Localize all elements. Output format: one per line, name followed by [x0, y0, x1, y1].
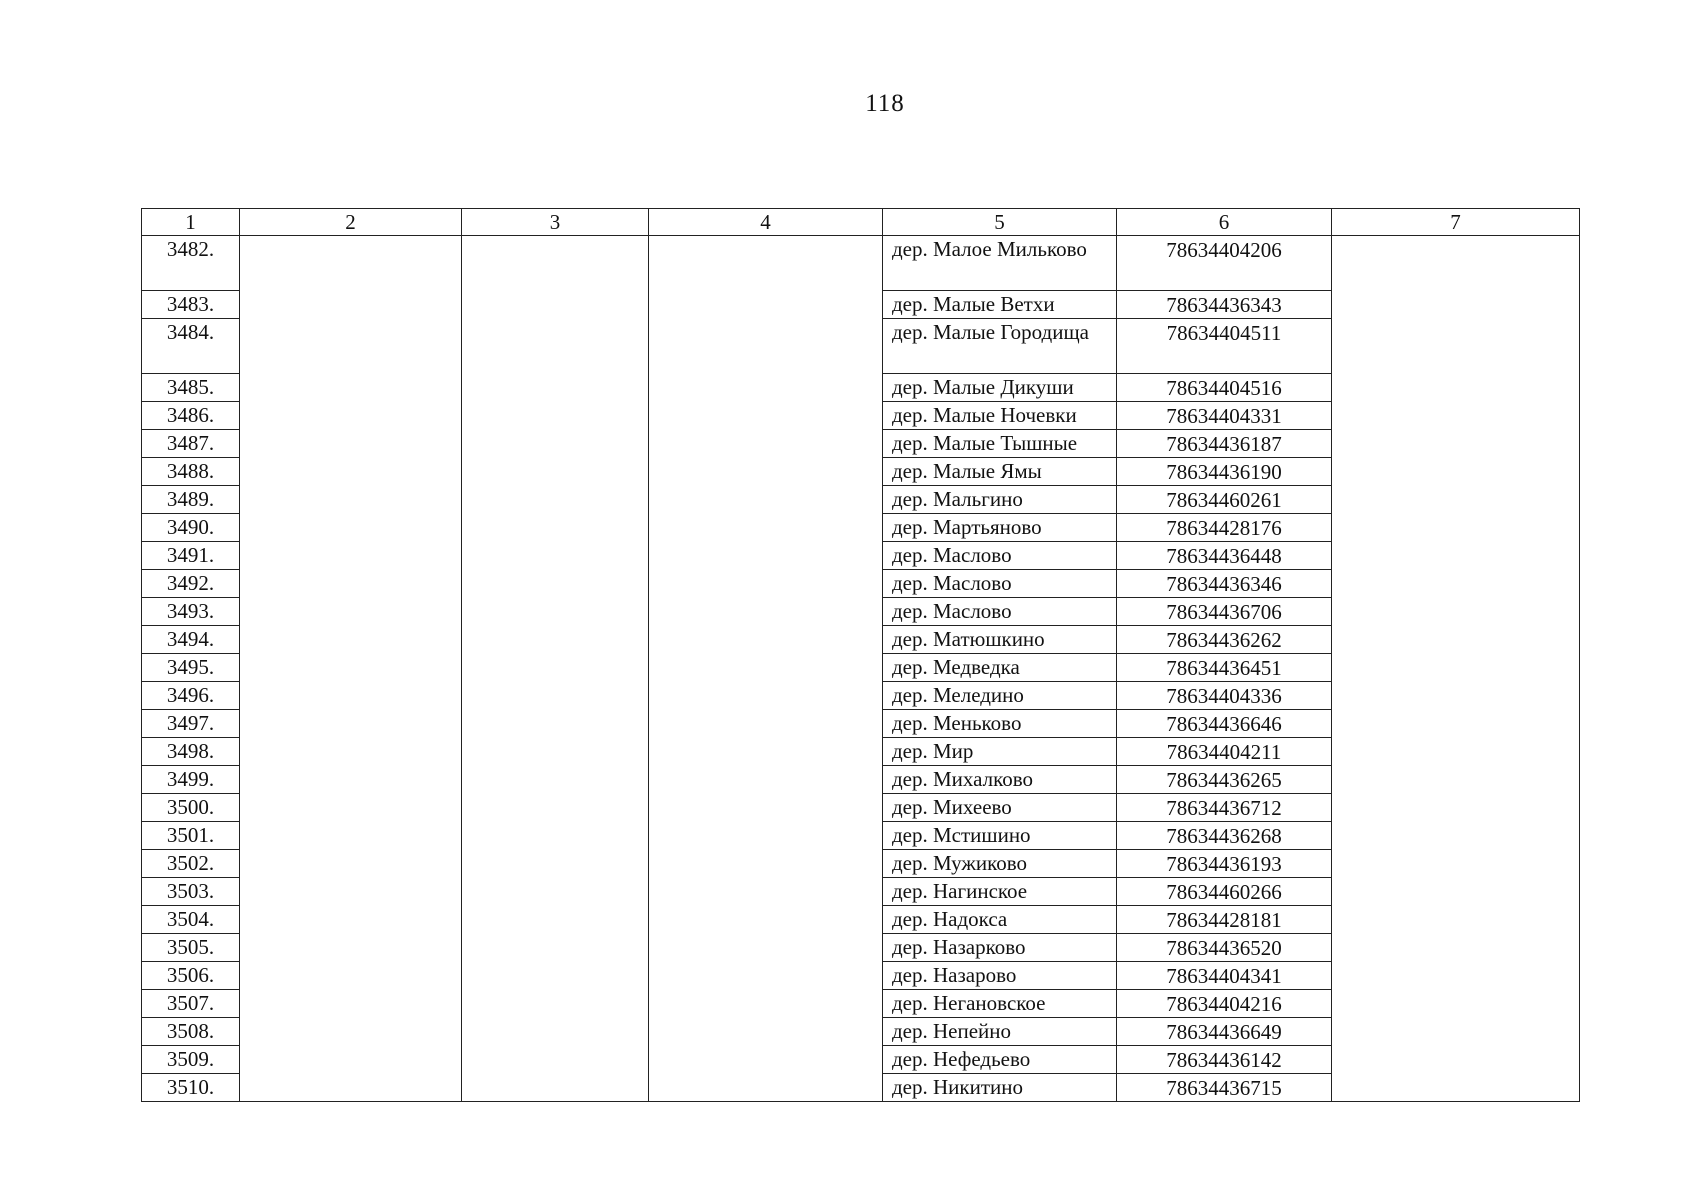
settlement-name-cell: дер. Малое Мильково	[883, 236, 1117, 291]
row-number-cell: 3509.	[142, 1046, 240, 1074]
column-4-cell	[649, 934, 883, 962]
column-2-cell	[240, 486, 462, 514]
settlement-name-cell: дер. Нефедьево	[883, 1046, 1117, 1074]
table-row	[142, 766, 1580, 794]
column-7-cell	[1332, 598, 1580, 626]
column-4-cell	[649, 542, 883, 570]
settlement-name-cell: дер. Малые Дикуши	[883, 374, 1117, 402]
column-header-6: 6	[1117, 209, 1332, 236]
column-2-cell	[240, 906, 462, 934]
column-3-cell	[462, 374, 649, 402]
column-7-cell	[1332, 430, 1580, 458]
row-number-cell: 3501.	[142, 822, 240, 850]
oktmo-code-cell: 78634436265	[1117, 766, 1332, 794]
row-number-cell: 3489.	[142, 486, 240, 514]
column-4-cell	[649, 1046, 883, 1074]
column-2-cell	[240, 934, 462, 962]
oktmo-code-cell: 78634404511	[1117, 319, 1332, 374]
row-number-cell: 3483.	[142, 291, 240, 319]
column-2-cell	[240, 990, 462, 1018]
row-number-cell: 3506.	[142, 962, 240, 990]
oktmo-code-cell: 78634460261	[1117, 486, 1332, 514]
column-3-cell	[462, 682, 649, 710]
row-number-cell: 3491.	[142, 542, 240, 570]
table-row	[142, 990, 1580, 1018]
column-4-cell	[649, 822, 883, 850]
table-row	[142, 458, 1580, 486]
oktmo-code-cell: 78634404211	[1117, 738, 1332, 766]
column-3-cell	[462, 542, 649, 570]
column-3-cell	[462, 236, 649, 291]
column-2-cell	[240, 374, 462, 402]
column-2-cell	[240, 710, 462, 738]
column-header-2: 2	[240, 209, 462, 236]
column-2-cell	[240, 458, 462, 486]
column-3-cell	[462, 458, 649, 486]
column-4-cell	[649, 1074, 883, 1102]
column-7-cell	[1332, 794, 1580, 822]
column-3-cell	[462, 291, 649, 319]
table-row	[142, 738, 1580, 766]
oktmo-code-cell: 78634404206	[1117, 236, 1332, 291]
table-row	[142, 430, 1580, 458]
column-4-cell	[649, 458, 883, 486]
table-row	[142, 626, 1580, 654]
oktmo-code-cell: 78634404341	[1117, 962, 1332, 990]
column-2-cell	[240, 570, 462, 598]
row-number-cell: 3495.	[142, 654, 240, 682]
oktmo-code-cell: 78634404516	[1117, 374, 1332, 402]
column-4-cell	[649, 962, 883, 990]
column-2-cell	[240, 626, 462, 654]
column-header-5: 5	[883, 209, 1117, 236]
oktmo-code-cell: 78634436193	[1117, 850, 1332, 878]
column-2-cell	[240, 766, 462, 794]
settlement-name-cell: дер. Назарково	[883, 934, 1117, 962]
column-7-cell	[1332, 962, 1580, 990]
column-4-cell	[649, 291, 883, 319]
column-4-cell	[649, 710, 883, 738]
column-4-cell	[649, 990, 883, 1018]
column-7-cell	[1332, 486, 1580, 514]
oktmo-code-cell: 78634436346	[1117, 570, 1332, 598]
settlement-name-cell: дер. Никитино	[883, 1074, 1117, 1102]
oktmo-code-cell: 78634428176	[1117, 514, 1332, 542]
row-number-cell: 3485.	[142, 374, 240, 402]
oktmo-code-cell: 78634428181	[1117, 906, 1332, 934]
column-7-cell	[1332, 738, 1580, 766]
oktmo-code-cell: 78634436715	[1117, 1074, 1332, 1102]
column-3-cell	[462, 850, 649, 878]
table-row	[142, 710, 1580, 738]
column-3-cell	[462, 319, 649, 374]
column-2-cell	[240, 822, 462, 850]
row-number-cell: 3493.	[142, 598, 240, 626]
column-7-cell	[1332, 374, 1580, 402]
column-7-cell	[1332, 542, 1580, 570]
settlement-name-cell: дер. Мстишино	[883, 822, 1117, 850]
column-2-cell	[240, 1018, 462, 1046]
oktmo-code-cell: 78634436268	[1117, 822, 1332, 850]
column-4-cell	[649, 319, 883, 374]
settlement-name-cell: дер. Малые Тышные	[883, 430, 1117, 458]
oktmo-code-cell: 78634460266	[1117, 878, 1332, 906]
settlement-name-cell: дер. Назарово	[883, 962, 1117, 990]
table-row	[142, 906, 1580, 934]
table-row	[142, 962, 1580, 990]
row-number-cell: 3499.	[142, 766, 240, 794]
settlement-name-cell: дер. Малые Ночевки	[883, 402, 1117, 430]
column-4-cell	[649, 598, 883, 626]
column-2-cell	[240, 430, 462, 458]
oktmo-code-cell: 78634436448	[1117, 542, 1332, 570]
row-number-cell: 3505.	[142, 934, 240, 962]
column-4-cell	[649, 654, 883, 682]
column-2-cell	[240, 514, 462, 542]
row-number-cell: 3484.	[142, 319, 240, 374]
settlement-name-cell: дер. Меледино	[883, 682, 1117, 710]
table-body	[142, 236, 1580, 1102]
row-number-cell: 3500.	[142, 794, 240, 822]
settlement-name-cell: дер. Малые Городища	[883, 319, 1117, 374]
table-row	[142, 291, 1580, 319]
settlements-table	[141, 208, 1580, 1102]
oktmo-code-cell: 78634436706	[1117, 598, 1332, 626]
column-3-cell	[462, 1018, 649, 1046]
column-7-cell	[1332, 654, 1580, 682]
settlement-name-cell: дер. Негановское	[883, 990, 1117, 1018]
column-4-cell	[649, 766, 883, 794]
column-7-cell	[1332, 822, 1580, 850]
table-row	[142, 878, 1580, 906]
column-4-cell	[649, 878, 883, 906]
row-number-cell: 3507.	[142, 990, 240, 1018]
column-2-cell	[240, 962, 462, 990]
oktmo-code-cell: 78634404331	[1117, 402, 1332, 430]
column-3-cell	[462, 654, 649, 682]
settlement-name-cell: дер. Маслово	[883, 542, 1117, 570]
column-7-cell	[1332, 934, 1580, 962]
column-4-cell	[649, 514, 883, 542]
settlement-name-cell: дер. Маслово	[883, 570, 1117, 598]
row-number-cell: 3508.	[142, 1018, 240, 1046]
column-7-cell	[1332, 402, 1580, 430]
table-row	[142, 514, 1580, 542]
column-7-cell	[1332, 514, 1580, 542]
table-row	[142, 682, 1580, 710]
row-number-cell: 3494.	[142, 626, 240, 654]
settlement-name-cell: дер. Нагинское	[883, 878, 1117, 906]
settlement-name-cell: дер. Меньково	[883, 710, 1117, 738]
settlement-name-cell: дер. Маслово	[883, 598, 1117, 626]
table-row	[142, 319, 1580, 374]
oktmo-code-cell: 78634436646	[1117, 710, 1332, 738]
settlement-name-cell: дер. Медведка	[883, 654, 1117, 682]
table-row	[142, 654, 1580, 682]
column-7-cell	[1332, 906, 1580, 934]
table-row	[142, 486, 1580, 514]
column-header-1: 1	[142, 209, 240, 236]
table-row	[142, 1046, 1580, 1074]
table-header-row	[142, 209, 1580, 236]
column-7-cell	[1332, 850, 1580, 878]
table-row	[142, 570, 1580, 598]
row-number-cell: 3498.	[142, 738, 240, 766]
column-3-cell	[462, 766, 649, 794]
column-7-cell	[1332, 878, 1580, 906]
column-3-cell	[462, 486, 649, 514]
table-row	[142, 402, 1580, 430]
column-2-cell	[240, 542, 462, 570]
row-number-cell: 3497.	[142, 710, 240, 738]
row-number-cell: 3503.	[142, 878, 240, 906]
table-row	[142, 542, 1580, 570]
column-3-cell	[462, 962, 649, 990]
column-7-cell	[1332, 766, 1580, 794]
column-3-cell	[462, 1046, 649, 1074]
column-7-cell	[1332, 236, 1580, 291]
column-2-cell	[240, 402, 462, 430]
column-3-cell	[462, 570, 649, 598]
column-2-cell	[240, 598, 462, 626]
page-number: 118	[865, 90, 905, 117]
oktmo-code-cell: 78634436520	[1117, 934, 1332, 962]
oktmo-code-cell: 78634436142	[1117, 1046, 1332, 1074]
settlement-name-cell: дер. Непейно	[883, 1018, 1117, 1046]
column-3-cell	[462, 934, 649, 962]
column-4-cell	[649, 430, 883, 458]
oktmo-code-cell: 78634436451	[1117, 654, 1332, 682]
column-7-cell	[1332, 1018, 1580, 1046]
column-header-7: 7	[1332, 209, 1580, 236]
settlement-name-cell: дер. Мальгино	[883, 486, 1117, 514]
column-3-cell	[462, 738, 649, 766]
column-7-cell	[1332, 1074, 1580, 1102]
settlement-name-cell: дер. Надокса	[883, 906, 1117, 934]
column-3-cell	[462, 906, 649, 934]
column-7-cell	[1332, 710, 1580, 738]
row-number-cell: 3490.	[142, 514, 240, 542]
column-7-cell	[1332, 682, 1580, 710]
column-2-cell	[240, 1074, 462, 1102]
column-7-cell	[1332, 291, 1580, 319]
column-7-cell	[1332, 990, 1580, 1018]
column-3-cell	[462, 878, 649, 906]
table-row	[142, 1074, 1580, 1102]
column-header-3: 3	[462, 209, 649, 236]
column-4-cell	[649, 738, 883, 766]
settlement-name-cell: дер. Малые Ямы	[883, 458, 1117, 486]
column-4-cell	[649, 402, 883, 430]
oktmo-code-cell: 78634436649	[1117, 1018, 1332, 1046]
column-3-cell	[462, 710, 649, 738]
column-2-cell	[240, 850, 462, 878]
oktmo-code-cell: 78634404216	[1117, 990, 1332, 1018]
column-2-cell	[240, 319, 462, 374]
column-4-cell	[649, 850, 883, 878]
column-4-cell	[649, 236, 883, 291]
row-number-cell: 3487.	[142, 430, 240, 458]
oktmo-code-cell: 78634436190	[1117, 458, 1332, 486]
settlement-name-cell: дер. Мир	[883, 738, 1117, 766]
row-number-cell: 3482.	[142, 236, 240, 291]
row-number-cell: 3492.	[142, 570, 240, 598]
column-7-cell	[1332, 570, 1580, 598]
table-row	[142, 822, 1580, 850]
column-3-cell	[462, 822, 649, 850]
settlement-name-cell: дер. Михеево	[883, 794, 1117, 822]
column-2-cell	[240, 738, 462, 766]
column-2-cell	[240, 1046, 462, 1074]
column-2-cell	[240, 682, 462, 710]
column-3-cell	[462, 514, 649, 542]
column-2-cell	[240, 654, 462, 682]
column-2-cell	[240, 291, 462, 319]
column-4-cell	[649, 906, 883, 934]
oktmo-code-cell: 78634404336	[1117, 682, 1332, 710]
table-row	[142, 850, 1580, 878]
table-row	[142, 374, 1580, 402]
column-2-cell	[240, 878, 462, 906]
column-4-cell	[649, 486, 883, 514]
column-3-cell	[462, 626, 649, 654]
table-row	[142, 794, 1580, 822]
column-4-cell	[649, 570, 883, 598]
column-4-cell	[649, 626, 883, 654]
oktmo-code-cell: 78634436262	[1117, 626, 1332, 654]
table-row	[142, 236, 1580, 291]
column-4-cell	[649, 794, 883, 822]
table-row	[142, 598, 1580, 626]
table-row	[142, 934, 1580, 962]
column-3-cell	[462, 1074, 649, 1102]
row-number-cell: 3488.	[142, 458, 240, 486]
settlement-name-cell: дер. Михалково	[883, 766, 1117, 794]
column-7-cell	[1332, 626, 1580, 654]
column-3-cell	[462, 402, 649, 430]
settlement-name-cell: дер. Малые Ветхи	[883, 291, 1117, 319]
column-2-cell	[240, 236, 462, 291]
row-number-cell: 3502.	[142, 850, 240, 878]
column-4-cell	[649, 374, 883, 402]
column-7-cell	[1332, 319, 1580, 374]
column-3-cell	[462, 990, 649, 1018]
column-3-cell	[462, 430, 649, 458]
column-3-cell	[462, 794, 649, 822]
column-3-cell	[462, 598, 649, 626]
oktmo-code-cell: 78634436343	[1117, 291, 1332, 319]
oktmo-code-cell: 78634436712	[1117, 794, 1332, 822]
settlement-name-cell: дер. Мартьяново	[883, 514, 1117, 542]
column-4-cell	[649, 682, 883, 710]
column-header-4: 4	[649, 209, 883, 236]
column-4-cell	[649, 1018, 883, 1046]
oktmo-code-cell: 78634436187	[1117, 430, 1332, 458]
table-row	[142, 1018, 1580, 1046]
column-2-cell	[240, 794, 462, 822]
row-number-cell: 3496.	[142, 682, 240, 710]
row-number-cell: 3510.	[142, 1074, 240, 1102]
row-number-cell: 3504.	[142, 906, 240, 934]
settlement-name-cell: дер. Матюшкино	[883, 626, 1117, 654]
column-7-cell	[1332, 458, 1580, 486]
column-7-cell	[1332, 1046, 1580, 1074]
row-number-cell: 3486.	[142, 402, 240, 430]
settlement-name-cell: дер. Мужиково	[883, 850, 1117, 878]
